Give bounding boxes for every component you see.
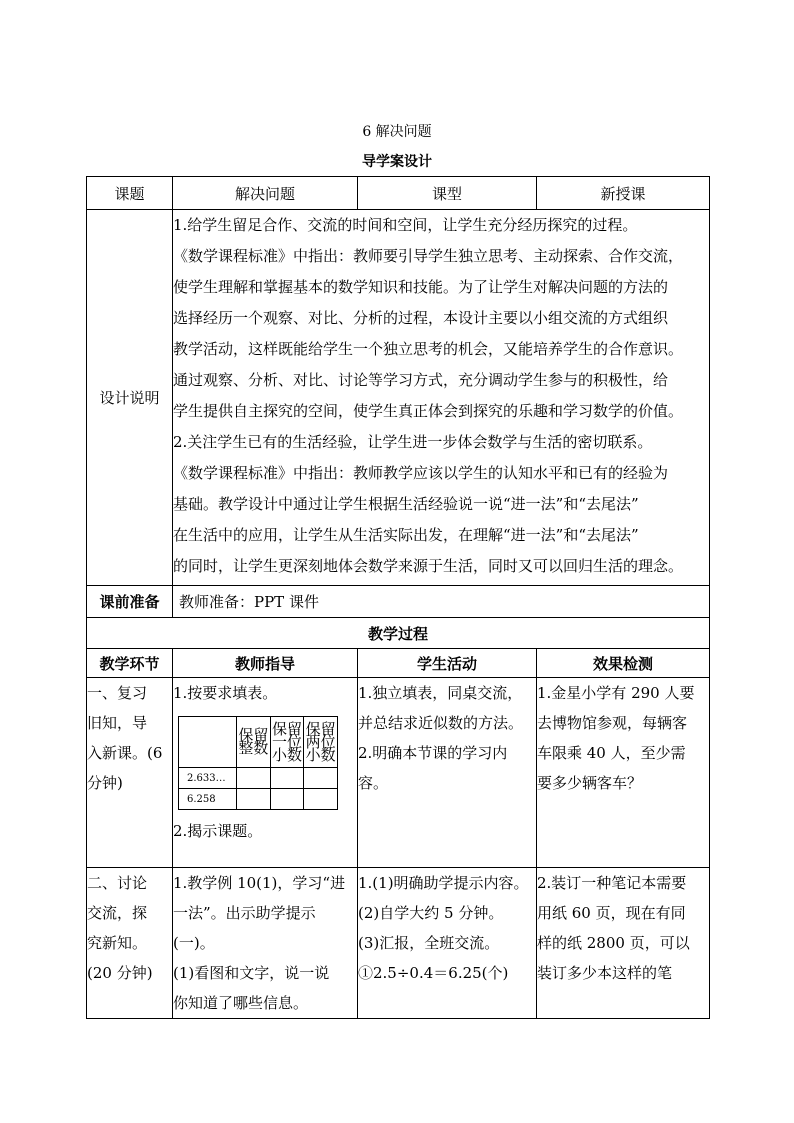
design-line: 在生活中的应用，让学生从生活实际出发，在理解“进一法”和“去尾法” (173, 526, 639, 544)
teacher-line: 1.按要求填表。 (173, 684, 278, 702)
step1-student (358, 678, 537, 868)
document-subtitle: 导学案设计 (362, 154, 432, 170)
process-title: 教学过程 (87, 618, 710, 649)
type-value: 新授课 (537, 177, 710, 210)
design-label: 设计说明 (87, 210, 173, 586)
topic-row (87, 177, 710, 210)
step2-stage (87, 868, 173, 1019)
topic-value: 解决问题 (173, 177, 358, 210)
check-line: 要多少辆客车？ (537, 774, 643, 792)
check-line: 车限乘 40 人，至少需 (537, 744, 686, 762)
lesson-plan-table (86, 176, 710, 1019)
stage-line: 交流，探 (87, 904, 148, 922)
header-check: 效果检测 (537, 649, 710, 678)
check-line: 去博物馆参观，每辆客 (537, 714, 688, 732)
rounding-header: 保留整数 (237, 717, 271, 768)
rounding-cell[interactable] (237, 789, 271, 810)
step1-row (87, 678, 710, 868)
prep-label: 课前准备 (87, 586, 173, 618)
student-line: 容。 (358, 774, 389, 792)
design-line: 《数学课程标准》中指出：教师要引导学生独立思考、主动探索、合作交流， (173, 247, 684, 265)
check-line: 用纸 60 页，现在有同 (537, 904, 686, 922)
check-line: 装订多少本这样的笔 (537, 964, 673, 982)
design-line: 《数学课程标准》中指出：教师教学应该以学生的认知水平和已有的经验为 (173, 464, 669, 482)
design-line: 1.给学生留足合作、交流的时间和空间，让学生充分经历探究的过程。 (173, 216, 638, 234)
teacher-line: 一法”。出示助学提示(一)。 (173, 904, 316, 952)
process-title-row (87, 618, 710, 649)
header-student: 学生活动 (358, 649, 537, 678)
step2-teacher (173, 868, 358, 1019)
step1-teacher (173, 678, 358, 868)
check-line: 样的纸 2800 页，可以 (537, 934, 690, 952)
type-label: 课型 (358, 177, 537, 210)
design-row (87, 210, 710, 586)
stage-line: 一、复习 (87, 684, 148, 702)
rounding-header: 保留两位小数 (304, 717, 338, 768)
step1-check (537, 678, 710, 868)
check-line: 1.金星小学有 290 人要 (537, 684, 695, 702)
step2-check (537, 868, 710, 1019)
design-line: 通过观察、分析、对比、讨论等学习方式，充分调动学生参与的积极性，给 (173, 371, 669, 389)
stage-line: 究新知。 (87, 934, 148, 952)
design-line: 教学活动，这样既能给学生一个独立思考的机会，又能培养学生的合作意识。 (173, 340, 684, 358)
rounding-corner (179, 717, 237, 768)
rounding-cell[interactable] (304, 789, 338, 810)
teacher-line: 2.揭示课题。 (173, 822, 263, 840)
topic-label: 课题 (87, 177, 173, 210)
prep-row (87, 586, 710, 618)
teacher-line: 1.教学例 10(1)，学习“进 (173, 874, 346, 892)
student-line: (3)汇报，全班交流。 (358, 934, 500, 952)
stage-line: 旧知，导 (87, 714, 148, 732)
prep-text: 教师准备：PPT 课件 (173, 586, 710, 618)
rounding-cell[interactable] (270, 768, 304, 789)
step2-student (358, 868, 537, 1019)
stage-line: 入新课。(6 (87, 744, 163, 762)
rounding-number: 2.633… (179, 768, 237, 789)
header-stage: 教学环节 (87, 649, 173, 678)
stage-line: 分钟) (87, 774, 123, 792)
design-line: 的同时，让学生更深刻地体会数学来源于生活，同时又可以回归生活的理念。 (173, 557, 684, 575)
student-line: 2.明确本节课的学习内 (358, 744, 508, 762)
teacher-line: (1)看图和文字，说一说 (173, 964, 330, 982)
process-header-row (87, 649, 710, 678)
design-line: 2.关注学生已有的生活经验，让学生进一步体会数学与生活的密切联系。 (173, 433, 653, 451)
teacher-line: 你知道了哪些信息。 (173, 994, 309, 1012)
design-line: 学生提供自主探究的空间，使学生真正体会到探究的乐趣和学习数学的价值。 (173, 402, 684, 420)
design-line: 基础。教学设计中通过让学生根据生活经验说一说“进一法”和“去尾法” (173, 495, 639, 513)
student-line: ①2.5÷0.4＝6.25(个) (358, 964, 509, 982)
rounding-header: 保留一位小数 (270, 717, 304, 768)
step2-row (87, 868, 710, 1019)
rounding-cell[interactable] (237, 768, 271, 789)
design-line: 选择经历一个观察、对比、分析的过程，本设计主要以小组交流的方式组织 (173, 309, 669, 327)
rounding-table (178, 716, 338, 810)
rounding-cell[interactable] (304, 768, 338, 789)
student-line: (2)自学大约 5 分钟。 (358, 904, 504, 922)
document-title: 6 解决问题 (362, 124, 432, 140)
design-text (173, 210, 710, 586)
step1-stage (87, 678, 173, 868)
stage-line: 二、讨论 (87, 874, 148, 892)
header-teacher: 教师指导 (173, 649, 358, 678)
rounding-number: 6.258 (179, 789, 237, 810)
student-line: 1.独立填表，同桌交流， (358, 684, 523, 702)
stage-line: (20 分钟) (87, 964, 153, 982)
student-line: 并总结求近似数的方法。 (358, 714, 524, 732)
rounding-cell[interactable] (270, 789, 304, 810)
design-line: 使学生理解和掌握基本的数学知识和技能。为了让学生对解决问题的方法的 (173, 278, 669, 296)
student-line: 1.(1)明确助学提示内容。 (358, 874, 529, 892)
check-line: 2.装订一种笔记本需要 (537, 874, 687, 892)
